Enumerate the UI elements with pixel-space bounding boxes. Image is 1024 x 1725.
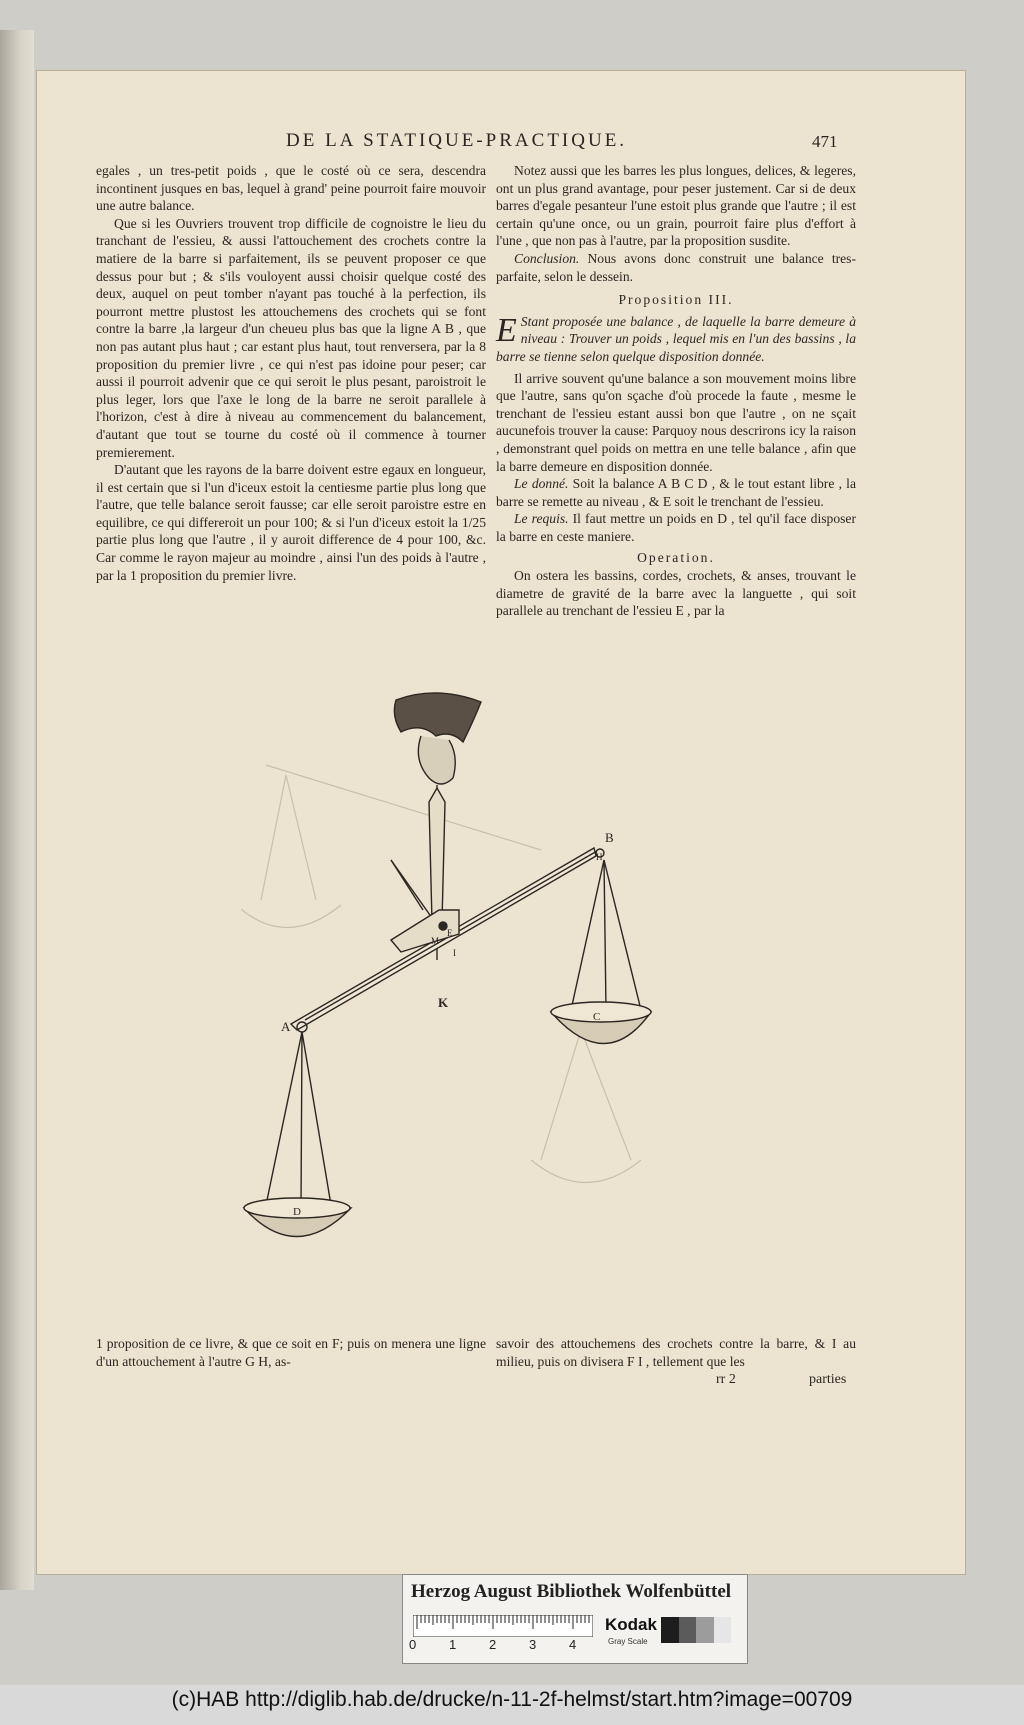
label-k: K: [438, 995, 449, 1010]
left-paragraph: Que si les Ouvriers trouvent trop difficile de cognoistre le lieu du tranchant de l'essieu, & aussi l'attouchement des crochets contre la matiere de la barre si parfaitement, ils se peuvent proposer ce que dessus pour but ; & s'ils vouloyent aussi choisir quelque costé des deux, auquel on peut tomber n'ayant pas touché à la perfection, ils pourront mettre plustost les attouchemens des crochets qui se font contre la barre ,la largeur d'un cheueu plus bas que la ligne A B , que non pas autant plus haut ; car estant plus haut, tout renversera, par la 8 proposition du premier livre , ce qui n'est pas idoine pour peser; car aussi il pourroit advenir que ce qui seroit le plus pesant, paroistroit le plus leger, lors que l'axe le long de la barre ne seroit parallele à l'horizon, c'est à dire à niveau au commencement du balancement, d'autant que tout se tourne du costé où il commence à tourner premierement.: [96, 215, 486, 460]
swatch-gray: [696, 1617, 714, 1643]
requis-label: Le requis.: [514, 511, 569, 527]
drop-cap: E: [496, 311, 517, 349]
book-page: [36, 70, 966, 1575]
ruler-number: 0: [409, 1637, 417, 1652]
swatch-dark-gray: [679, 1617, 697, 1643]
gray-swatches: [661, 1617, 731, 1643]
proposition-statement: [496, 313, 856, 366]
left-column: [96, 162, 486, 584]
donne-text: Soit la balance A B C D , & le tout estant libre , la barre se remette au niveau , & E soit le trenchant de l'essieu.: [496, 476, 856, 509]
requis-paragraph: [496, 510, 856, 545]
library-color-card: [402, 1574, 748, 1664]
cloud-hand-icon: [394, 693, 481, 742]
page-number: 471: [812, 132, 838, 151]
gray-scale-label: Gray Scale: [608, 1637, 648, 1646]
donne-label: Le donné.: [514, 476, 569, 492]
footer-right-text: savoir des attouchemens des crochets contre la barre, & I au milieu, puis on divisera F I , tellement que les: [496, 1336, 856, 1369]
donne-paragraph: [496, 475, 856, 510]
kodak-logo: Kodak: [605, 1615, 657, 1634]
label-a: A: [281, 1019, 291, 1034]
label-c: C: [593, 1011, 601, 1023]
conclusion-label: Conclusion.: [514, 250, 580, 266]
hand-icon: [418, 736, 455, 784]
swatch-light: [714, 1617, 732, 1643]
ruler-number: 2: [489, 1637, 497, 1652]
balance-illustration: [241, 690, 861, 1370]
catchword: parties: [809, 1372, 847, 1387]
balance-drawing: [244, 693, 651, 1237]
label-m: M: [431, 936, 440, 946]
running-header: DE LA STATIQUE-PRACTIQUE.: [286, 130, 628, 151]
footer-left-text: 1 proposition de ce livre, & que ce soit en F; puis on menera une ligne d'un attouchement à l'autre G H, as-: [96, 1336, 486, 1369]
operation-paragraph: On ostera les bassins, cordes, crochets, & anses, trouvant le diametre de gravité de la barre avec la languette , qui soit parallele au trenchant de l'essieu E , par la: [496, 568, 856, 619]
left-paragraph: egales , un tres-petit poids , que le costé où ce sera, descendra incontinent jusques en bas, lequel à grand' peine pourroit faire mouvoir une autre balance.: [96, 163, 486, 214]
swatch-black: [661, 1617, 679, 1643]
library-name: Herzog August Bibliothek Wolfenbüttel: [411, 1581, 732, 1602]
proposition-text: Stant proposée une balance , de laquelle la barre demeure à niveau : Trouver un poids , lequel mis en l'un des bassins , la barre se tienne selon quelque disposition donnée.: [496, 313, 856, 364]
ruler-number: 1: [449, 1637, 457, 1652]
conclusion-text: Nous avons donc construit une balance tres-parfaite, selon le dessein.: [496, 250, 856, 284]
conclusion-paragraph: [496, 250, 856, 285]
label-i: I: [453, 948, 456, 958]
ruler-scale: [413, 1615, 593, 1637]
requis-text: Il faut mettre un poids en D , tel qu'il face disposer la barre en ceste maniere.: [496, 511, 856, 544]
ruler-number: 4: [569, 1637, 577, 1652]
right-column: [496, 162, 856, 620]
proposition-heading: Proposition III.: [618, 292, 734, 308]
label-h: H: [596, 852, 603, 862]
operation-heading: Operation.: [637, 550, 715, 566]
ruler-number: 3: [529, 1637, 537, 1652]
right-paragraph: Notez aussi que les barres les plus longues, delices, & legeres, ont un plus grand avantage, pour peser justement. Car si de deux barres d'egale pesanteur l'une estoit plus grande que l'autre ; il est certain qu'une once, ou un grain, pourroit faire plus d'effort à l'une , que non pas à l'autre, par la proposition susdite.: [496, 163, 856, 249]
copyright-caption: (c)HAB http://diglib.hab.de/drucke/n-11-2f-helmst/start.htm?image=00709: [171, 1688, 853, 1711]
left-paragraph: D'autant que les rayons de la barre doivent estre egaux en longueur, il est certain que si l'un d'iceux estoit la centiesme partie plus long que l'autre, que telle balance seroit fausse; car elle seroit paroistre estre en equilibre, ce qui differeroit un pour 100; & si l'un d'iceux estoit la 1/25 partie plus long que l'autre , il y auroit difference de 4 pour 100, &c. Car comme le rayon majeur au moindre , ainsi l'un des poids à l'autre , par la 1 proposition du premier livre.: [96, 462, 486, 583]
book-spine-edge: [0, 30, 34, 1590]
label-e: E: [447, 928, 453, 938]
signature-mark: rr 2: [716, 1372, 736, 1387]
right-paragraph: Il arrive souvent qu'une balance a son mouvement moins libre que l'autre, sans qu'on sçache d'où procede la faute , mesme le trenchant de l'essieu estant aussi bon que l'autre , on ne sçait aucunefois trouver la cause: Parquoy nous descrirons icy la raison , demonstrant quel poids on mettra en une telle balance , afin que la barre demeure en disposition donnée.: [496, 370, 856, 474]
label-d: D: [293, 1206, 301, 1218]
label-b: B: [605, 830, 614, 845]
